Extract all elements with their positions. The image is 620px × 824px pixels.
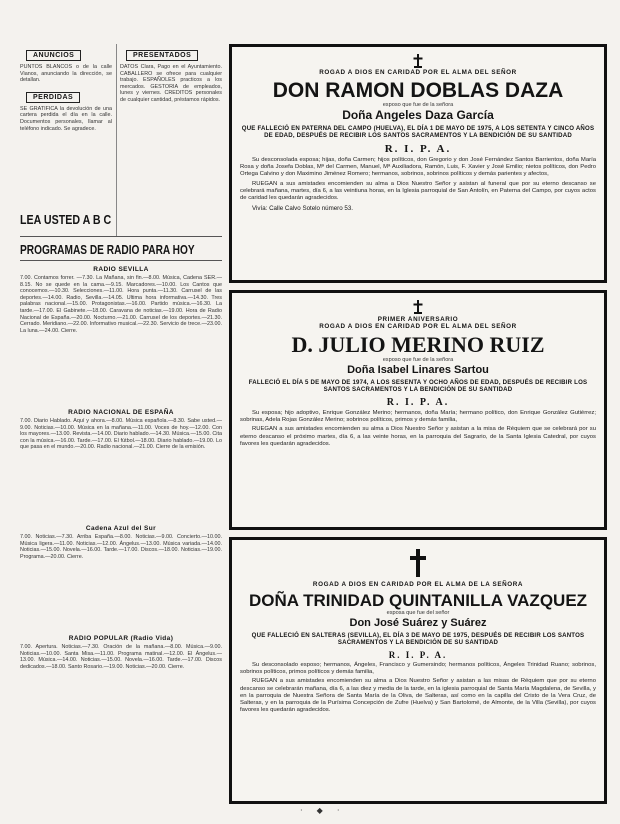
cadena-azul-block — [20, 522, 222, 560]
ripa: R. I. P. A. — [388, 649, 448, 660]
death-details: QUE FALLECIÓ EN PATERNA DEL CAMPO (HUELVA), EL DÍA 1 DE MAYO DE 1975, A LOS SETENTA Y CINCO AÑOS DE EDAD, DESPUÉS DE RECIBIR LOS SANTOS SACRAMENTOS Y LA BENDICIÓN DE SU SANTIDAD — [241, 125, 595, 140]
cross-icon — [412, 299, 424, 315]
deceased-name: D. JULIO MERINO RUIZ — [291, 332, 545, 357]
station-schedule: 7.00. Diario Hablado. Aquí y ahora.—8.00. Música española.—8.30. Sabe usted.—9.00. Noticias.—10.00. Música en la mañana.—11.00. Voces de hoy.—12.00. Con los mayores.—13.00. Revista.—14.00. Diario hablado.—14.30. Música.—15.00. Cita con la música.—16.00. Tarde.—17.00. El fútbol.—18.00. Diario hablado.—19.00. Lo que pasa en el mundo.—20.00. Radio nacional.—21.00. Cierre de la emisión. — [20, 418, 222, 451]
prayer-line: ROGAD A DIOS EN CARIDAD POR EL ALMA DE LA SEÑORA — [312, 581, 524, 588]
station-name: RADIO POPULAR (Radio Vida) — [68, 635, 174, 642]
obituary-doblas — [229, 44, 607, 283]
death-details: FALLECIÓ EL DÍA 5 DE MAYO DE 1974, A LOS SESENTA Y OCHO AÑOS DE EDAD, DESPUÉS DE RECIBIR LOS SANTOS SACRAMENTOS Y LA BENDICIÓN DE SU SANTIDAD — [248, 379, 588, 394]
page-footer-marks: · ◆ · — [300, 806, 346, 815]
prayer-line: ROGAD A DIOS EN CARIDAD POR EL ALMA DEL SEÑOR — [319, 323, 517, 330]
request-text: RUEGAN a sus amistades encomienden su alma a Dios Nuestro Señor y asistan al funeral que por su eterno descanso se celebrará mañana, martes, día 6, a las veintiuna horas, en la Iglesia parroquial de San Antolín, en Paterna del Campo, por cuyos actos de caridad les quedarán agradecidos. — [240, 180, 596, 202]
presentados-text: DATOS Clara, Pago en el Ayuntamiento. CABALLERO se ofrece para cualquier trabajo. ESPAÑOLES practicos a los mercados. GESTORIA de empleados, lunes y viernes. CREDITOS personales de cualquier cantidad, préstamos rápidos. — [120, 64, 222, 103]
anuncios-heading: ANUNCIOS — [26, 50, 81, 61]
spouse-name: Don José Suárez y Suárez — [349, 617, 487, 629]
obituary-merino — [229, 290, 607, 530]
spouse-name: Doña Angeles Daza García — [342, 108, 494, 122]
request-text: RUEGAN a sus amistades encomienden su alma a Dios Nuestro Señor y asistan a la misa de Réquiem que se celebrará por su eterno descanso el próximo martes, día 6, a las veinte horas, en la parroquia del Sagrario, de la Santa Iglesia Catedral, por cuyos favores les quedarán agradecidos. — [240, 426, 596, 447]
station-name: RADIO NACIONAL DE ESPAÑA — [68, 409, 174, 416]
cross-icon — [409, 548, 427, 578]
radio-nacional-block — [20, 406, 222, 451]
lea-abc-slogan: LEA USTED A B C — [20, 212, 112, 227]
request-text: RUEGAN a sus amistades encomienden su alma a Dios Nuestro Señor y asistan a las misas de Réquiem que por su eterno descanso se celebrarán mañana, día 6, a las diez y media de la tarde, en la iglesia parroquial de Santa María Magdalena, de Sevilla, y en la parroquia de Nuestra Señora de Santa María de la Oliva, de Salteras, así como en la capilla del Cristo de la Vera Cruz, de Salteras, y en la parroquia de la Purísima Concepción de Zufre (Huelva) y San Bartolomé, de Almonte, de la Villa (Sevilla), por cuyos favores les quedarán agradecidos. — [240, 678, 596, 714]
rule-top — [20, 236, 222, 237]
prayer-line: ROGAD A DIOS EN CARIDAD POR EL ALMA DEL SEÑOR — [319, 69, 517, 76]
ripa: R. I. P. A. — [384, 142, 452, 155]
station-schedule: 7.00. Noticias.—7.30. Arriba España.—8.00. Noticias.—9.00. Concierto.—10.00. Música ligera.—11.00. Noticias.—12.00. Ángelus.—13.00. Música variada.—14.00. Noticias.—15.00. Novela.—16.00. Tarde.—17.00. Discos.—18.00. Noticias.—19.00. Programa.—20.00. Cierre. — [20, 534, 222, 560]
spouse-note: esposo que fue de la señora — [382, 357, 454, 363]
column-divider — [116, 44, 117, 236]
perdidas-text: SE GRATIFICA la devolución de una cartera perdida el día en la calle. Documentos personales, llamar al teléfono indicado. Se agradece. — [20, 105, 112, 132]
spouse-note: esposa que fue del señor — [386, 610, 450, 616]
mourners-text: Su esposa; hijo adoptivo, Enrique González Merino; hermanos, doña María; hermano político, don Enrique González Gutiérrez; sobrinas, Adela Rojas González Merino; sobrinos políticos, primos y demás familia, — [240, 409, 596, 423]
anuncios-text: PUNTOS BLANCOS o de la calle Vianos, anunciando la dirección, se detallan. — [20, 64, 112, 84]
radio-sevilla-block — [20, 263, 222, 334]
spouse-name: Doña Isabel Linares Sartou — [347, 364, 489, 376]
perdidas-heading: PERDIDAS — [26, 92, 80, 103]
station-schedule: 7.00. Apertura. Noticias.—7.30. Oración de la mañana.—8.00. Música.—9.00. Noticias.—10.00. Santa Misa.—11.00. Programa matinal.—12.00. El Ángelus.—13.00. Música.—14.00. Noticias.—15.00. Novela.—16.00. Tarde.—17.00. Discos dedicados.—18.00. Santo Rosario.—19.00. Noticias.—20.00. Cierre. — [20, 644, 222, 670]
deceased-name: DON RAMON DOBLAS DAZA — [272, 79, 564, 102]
ripa: R. I. P. A. — [386, 396, 450, 408]
spouse-note: esposo que fue de la señora — [382, 102, 454, 108]
station-name: Cadena Azul del Sur — [85, 525, 157, 532]
anniversary-label: PRIMER ANIVERSARIO — [377, 316, 459, 323]
obituary-quintanilla — [229, 537, 607, 804]
classifieds-col-b — [120, 44, 222, 104]
death-details: QUE FALLECIÓ EN SALTERAS (SEVILLA), EL DÍA 3 DE MAYO DE 1975, DESPUÉS DE RECIBIR LOS SANTOS SACRAMENTOS Y LA BENDICIÓN DE SU SANTIDAD — [251, 632, 585, 647]
classifieds-column — [20, 44, 222, 812]
presentados-heading: PRESENTADOS — [126, 50, 198, 61]
classifieds-col-a — [20, 44, 112, 132]
mourners-text: Su desconsolado esposo; hermanos, Ángeles, Francisco y Gumersindo; hermanos políticos, Ángeles Trinidad Ruano; sobrinos, sobrinos políticos, primos políticos y demás familia, — [240, 661, 596, 675]
radio-programs-heading: PROGRAMAS DE RADIO PARA HOY — [20, 242, 195, 257]
rule-under-heading — [20, 260, 222, 261]
station-schedule: 7.00. Contamos forrer. —7.30. La Mañana, sin fin.—8.00. Música, Cadena SER.—8.15. No se quede en la cama.—9.15. Marcadores.—10.00. Los Cantos que conocemos.—10.30. Selecciones.—11.00. Hora punta.—11.30. Carrusel de las deportes.—14.00. Radio, Sevilla.—14.05. Ultima hora informativa.—14.30. Tres palabras nacional.—15.00. Protagonistas.—16.00. Partido música.—16.30. La tarde.—17.00. El Gabinete.—18.00. Caravana de noticias.—19.00. Hora de Radio Nacional de España.—20.00. Nocturno.—21.00. Carrusel de los deportes.—21.30. Cerrado. Meridiano.—22.00. Informativo musical.—22.30. Servicio de trece.—23.00. La luna.—24.00. Cierre. — [20, 275, 222, 334]
cross-icon — [412, 53, 424, 69]
address: Vivía: Calle Calvo Sotelo número 53. — [252, 204, 354, 212]
station-name: RADIO SEVILLA — [93, 266, 149, 273]
deceased-name: DOÑA TRINIDAD QUINTANILLA VAZQUEZ — [248, 591, 588, 610]
mourners-text: Su desconsolada esposa; hijas, doña Carmen; hijos políticos, don Gregorio y don José Fernández Santos Barrientos, doña María Rosa y doña Josefa Doblas, Mª del Carmen, Manuel, Mª Auxiliadora, Ramón, Luis, F. Xavier y José Emilio; nietos políticos, don Pedro Ortega Calvino y don Maximino Jiménez Romero; hermanos, sobrinos, sobrinos políticos y demás parientes y afectos, — [240, 156, 596, 178]
radio-popular-block — [20, 632, 222, 670]
